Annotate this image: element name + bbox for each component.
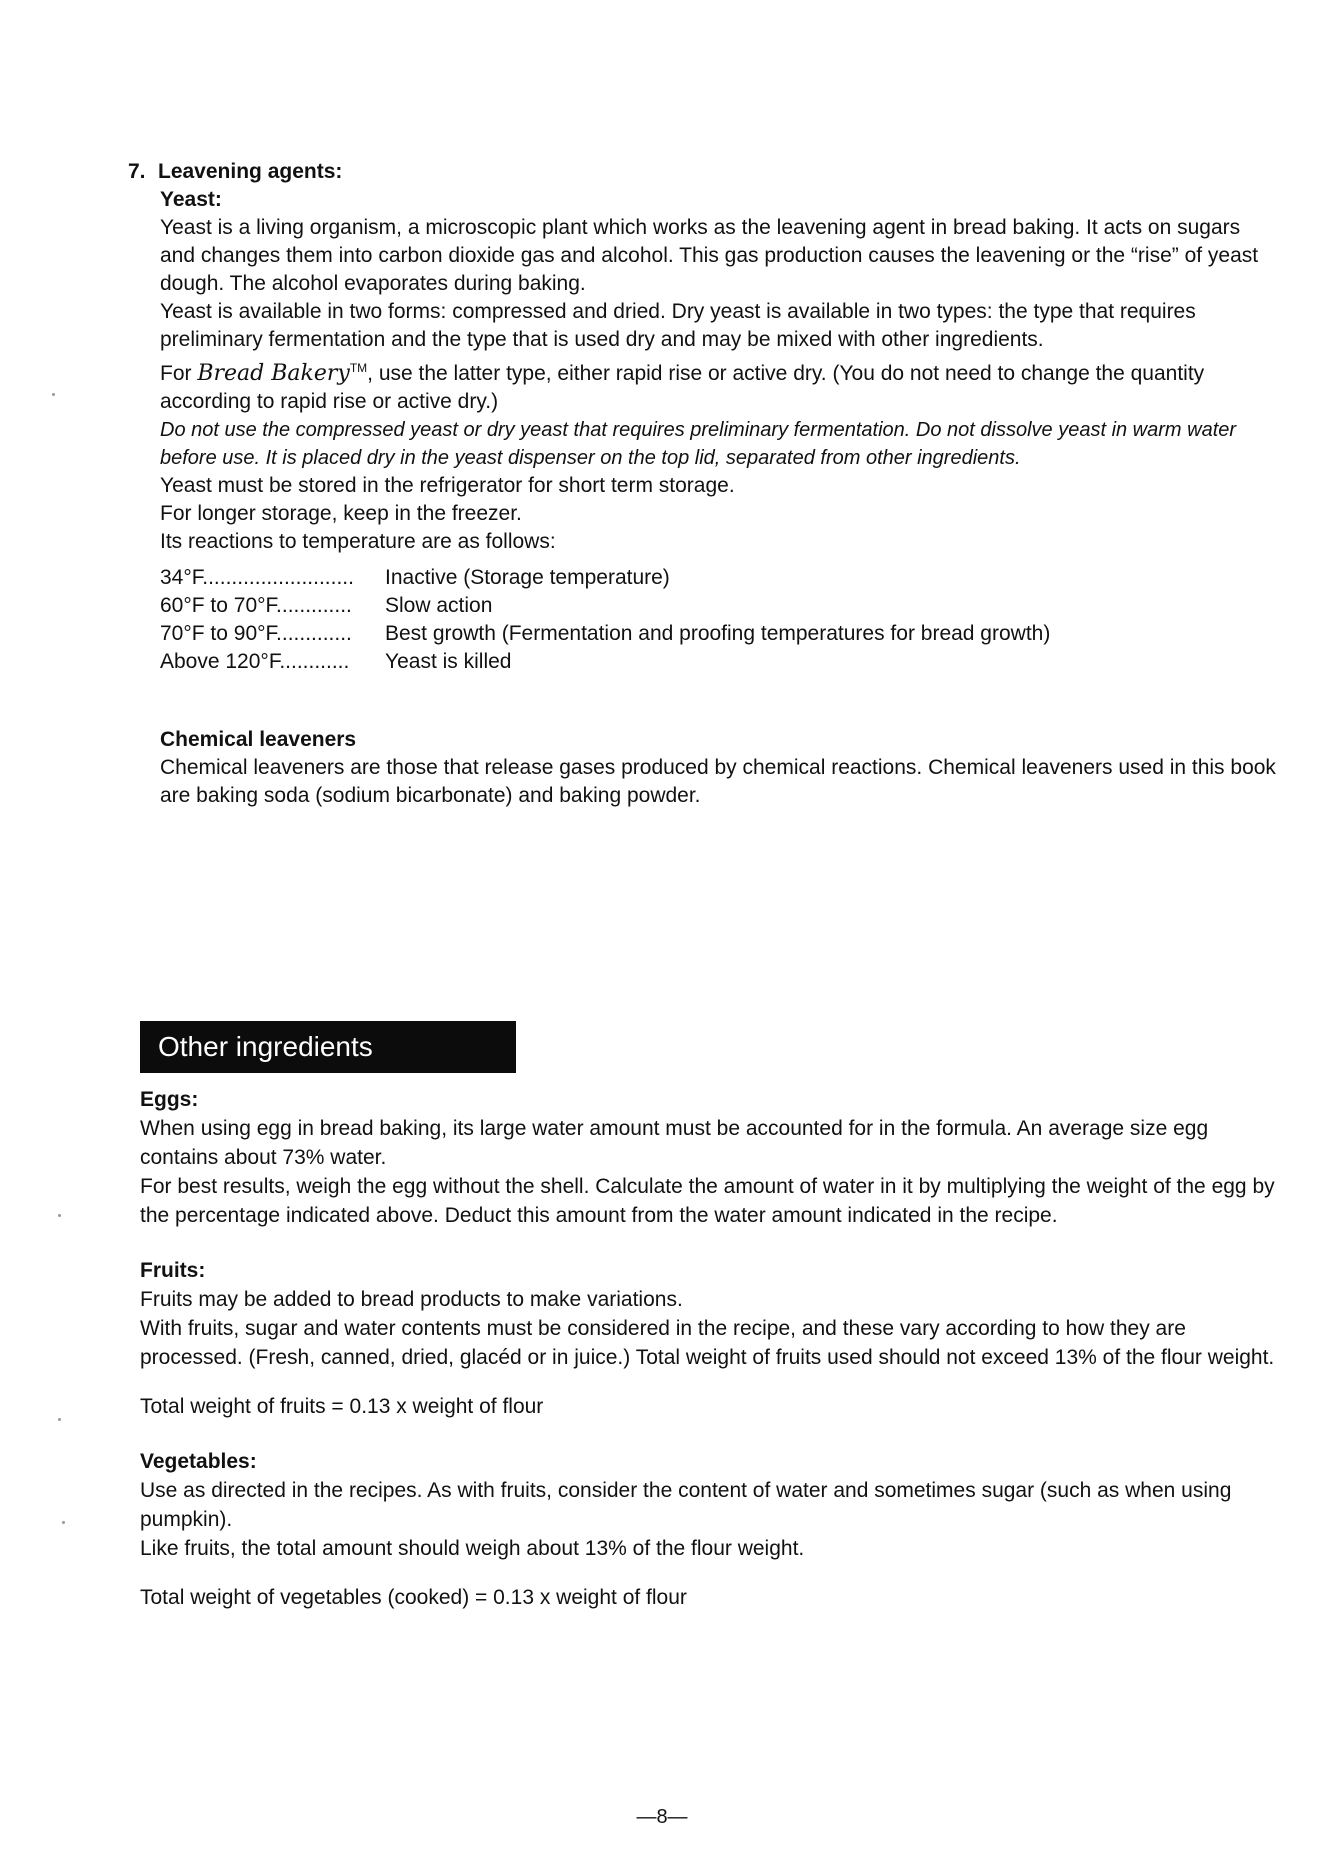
section-title: Leavening agents: [158, 160, 343, 183]
yeast-paragraph-3 [160, 354, 1278, 416]
page-number: —8— [636, 1806, 688, 1828]
margin-speck [52, 393, 55, 396]
temperature-effect: Yeast is killed [385, 650, 512, 673]
storage-line-1: Yeast must be stored in the refrigerator for short term storage. [160, 474, 735, 497]
temperature-row [160, 592, 1278, 620]
temperature-range: 70°F to 90°F............. [160, 622, 352, 645]
temperature-row [160, 564, 1278, 592]
other-ingredients-section [140, 1085, 1280, 1638]
brand-name: Bread Bakery [197, 361, 350, 386]
vegetables-formula: Total weight of vegetables (cooked) = 0.13 x weight of flour [140, 1586, 687, 1609]
chemical-leaveners-block [160, 726, 1278, 810]
section-heading [128, 158, 1278, 186]
fruits-paragraph-2: With fruits, sugar and water contents must be considered in the recipe, and these vary according to how they are processed. (Fresh, canned, dried, glacéd or in juice.) Total weight of fruits used should not exceed 13% of the flour weight. [140, 1317, 1275, 1369]
yeast-p3-text: , use the latter type, either rapid rise or active dry. (You do not need to change the quantity according to rapid rise or active dry.) [160, 362, 1205, 413]
chemical-leaveners-text: Chemical leaveners are those that release gases produced by chemical reactions. Chemical leaveners used in this book are baking soda (sodium bicarbonate) and baking powder. [160, 756, 1276, 807]
temperature-table [160, 564, 1278, 676]
chemical-leaveners-heading: Chemical leaveners [160, 728, 357, 751]
temperature-range: 60°F to 70°F............. [160, 594, 352, 617]
yeast-heading: Yeast: [160, 188, 222, 211]
eggs-paragraph-1: When using egg in bread baking, its large water amount must be accounted for in the formula. An average size egg contains about 73% water. [140, 1117, 1209, 1169]
margin-speck [62, 1521, 65, 1524]
vegetables-paragraph-1: Use as directed in the recipes. As with fruits, consider the content of water and sometimes sugar (such as when using pumpkin). [140, 1479, 1232, 1531]
temperature-row [160, 620, 1278, 648]
vegetables-paragraph-2: Like fruits, the total amount should weigh about 13% of the flour weight. [140, 1537, 805, 1560]
storage-line-3: Its reactions to temperature are as follows: [160, 530, 556, 553]
temperature-range: 34°F.......................... [160, 566, 354, 589]
yeast-warning-italic: Do not use the compressed yeast or dry yeast that requires preliminary fermentation. Do not dissolve yeast in warm water before use. It is placed dry in the yeast dispenser on the top lid, separated from other ingredients. [160, 419, 1237, 469]
yeast-block [128, 186, 1278, 810]
storage-line-2: For longer storage, keep in the freezer. [160, 502, 522, 525]
trademark-mark: TM [349, 361, 368, 375]
temperature-range: Above 120°F............ [160, 650, 350, 673]
fruits-formula: Total weight of fruits = 0.13 x weight of flour [140, 1395, 544, 1418]
margin-speck [58, 1214, 61, 1217]
yeast-paragraph-2: Yeast is available in two forms: compressed and dried. Dry yeast is available in two types: the type that requires preliminary fermentation and the type that is used dry and may be mixed with other ingredients. [160, 300, 1196, 351]
section-number: 7. [128, 160, 146, 183]
fruits-heading: Fruits: [140, 1259, 206, 1282]
temperature-row [160, 648, 1278, 676]
vegetables-block [140, 1447, 1280, 1563]
fruits-paragraph-1: Fruits may be added to bread products to make variations. [140, 1288, 683, 1311]
temperature-effect: Inactive (Storage temperature) [385, 566, 670, 589]
leavening-section [128, 158, 1278, 810]
eggs-paragraph-2: For best results, weigh the egg without the shell. Calculate the amount of water in it by multiplying the weight of the egg by the percentage indicated above. Deduct this amount from the water amount indicated in the recipe. [140, 1175, 1275, 1227]
other-ingredients-banner: Other ingredients [140, 1021, 516, 1073]
yeast-p3-prefix: For [160, 362, 192, 385]
fruits-block [140, 1256, 1280, 1372]
eggs-block [140, 1085, 1280, 1230]
temperature-effect: Slow action [385, 594, 493, 617]
margin-speck [58, 1418, 61, 1421]
yeast-paragraph-1: Yeast is a living organism, a microscopic plant which works as the leavening agent in bread baking. It acts on sugars and changes them into carbon dioxide gas and alcohol. This gas production causes the leavening or the “rise” of yeast dough. The alcohol evaporates during baking. [160, 216, 1259, 295]
temperature-effect: Best growth (Fermentation and proofing temperatures for bread growth) [385, 622, 1051, 645]
vegetables-heading: Vegetables: [140, 1450, 257, 1473]
eggs-heading: Eggs: [140, 1088, 199, 1111]
